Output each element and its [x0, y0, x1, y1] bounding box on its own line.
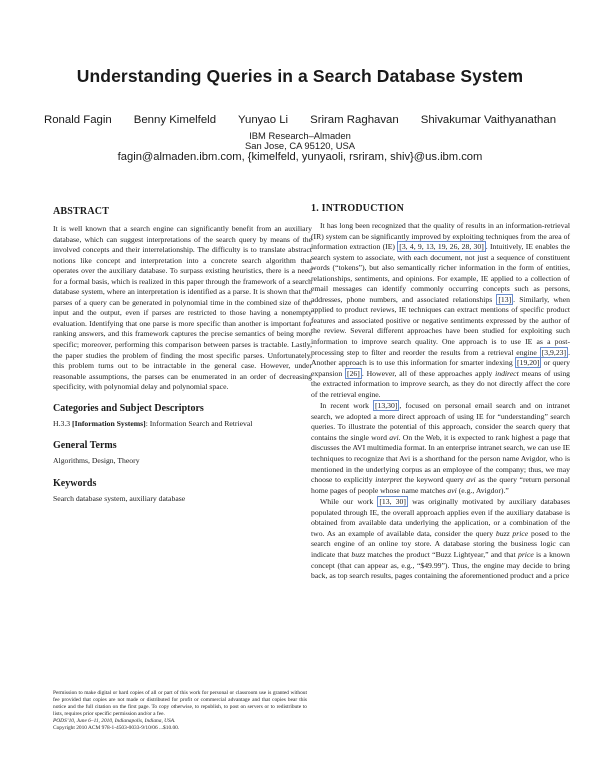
text-run: . However, all of these approaches apply	[361, 368, 496, 378]
general-terms-text: Algorithms, Design, Theory	[53, 456, 140, 466]
abstract-text: It is well known that a search engine can significantly benefit from an auxiliary database, which can suggest interpretations of the search query by means of the involved concepts and their interrelationship. The difficulty is to translate abstract notions like concept and interpretation into a concrete search algorithm that operates over the auxiliary database. To surpass existing heuristics, there is a need for a formal basis, which is realized in this paper through the framework of a search database system, where an interpretation is identified as a parse. It is shown that the parses of a query can be generated in polynomial time in the combined size of the input and the output, even if parses are restricted to those having a nonempty evaluation. Identifying that one parse is more specific than another is important for ranking answers, and this framework captures the precise semantics of being more specific; moreover, performing this comparison between parses is tractable. Lastly, the paper studies the problem of finding the most specific parses. Unfortunately, this problem turns out to be intractable in the general case. However, under reasonable assumptions, the parses can be enumerated in an order of decreasing specificity, with polynomial delay and polynomial space.	[53, 224, 312, 392]
citation-link[interactable]: [13, 30]	[379, 497, 406, 507]
author-name: Yunyao Li	[238, 114, 289, 126]
author-name: Benny Kimelfeld	[133, 114, 217, 126]
copyright-line: Copyright 2010 ACM 978-1-4503-0033-9/10/06 ...$10.00.	[53, 725, 180, 732]
emphasis: buzz	[351, 549, 366, 559]
text-run: . Another approach is to use this information for smarter indexing	[311, 347, 570, 368]
text-run: was originally motivated by auxiliary databases populated through IE, the overall approach applies even if the auxiliary database is obtained from available data underlying the application, or a combination of the two. As an example of available data, consider the query	[311, 497, 570, 538]
text-run: the keyword query	[401, 475, 467, 485]
citation-link[interactable]: [13,30]	[375, 401, 398, 411]
categories-code: H.3.3	[53, 418, 73, 428]
emphasis: indirect	[495, 368, 519, 378]
text-run: . Intuitively, IE enables the search system to associate, with each document, not just a sequence of constituent words (“tokens”), but also semantically richer information in the form of entities, relationships, sentiments, and opinions. For example, IE applied to a collection of email messages can identify commonly occurring concepts such as persons, addresses, phone numbers, and associated relationships	[311, 242, 570, 304]
text-run: as the query “return personal home pages of people whose name matches	[311, 475, 570, 495]
citation-link[interactable]: [19,20]	[517, 358, 540, 368]
categories-text	[53, 419, 312, 430]
emphasis: interpret	[375, 475, 402, 485]
affiliation-org: IBM Research–Almaden	[249, 130, 351, 141]
categories-description: : Information Search and Retrieval	[145, 418, 253, 428]
emphasis: avi	[389, 432, 399, 442]
intro-paragraph-2	[311, 401, 570, 496]
text-run: , focused on personal email search and on intranet search, we adopted a more direct approach of using IE for “understanding” search queries. To illustrate the potential of this approach, consider the search query that contains the single word	[311, 401, 570, 442]
text-run: matches the product “Buzz Lightyear,” and that	[365, 549, 518, 559]
affiliation	[0, 131, 600, 164]
intro-paragraph-1	[311, 221, 570, 400]
emphasis: buzz price	[495, 528, 529, 538]
citation-link[interactable]: [3,9,23]	[541, 347, 567, 357]
citation-link[interactable]: [3, 4, 9, 13, 19, 26, 28, 30]	[399, 242, 484, 252]
permission-text: Permission to make digital or hard copies of all or part of this work for personal or classroom use is granted without fee provided that copies are not made or distributed for profit or commercial advantage and that copies bear this notice and the full citation on the first page. To copy otherwise, to republish, to post on servers or to redistribute to lists, requires prior specific permission and/or a fee.	[53, 690, 307, 718]
right-column	[311, 202, 570, 582]
author-name: Sriram Raghavan	[310, 114, 399, 126]
general-terms-heading: General Terms	[53, 440, 117, 452]
author-name: Ronald Fagin	[43, 114, 112, 126]
categories-heading: Categories and Subject Descriptors	[53, 402, 204, 414]
emphasis: avi	[447, 485, 457, 495]
copyright-notice	[53, 690, 307, 733]
text-run: or query expansion	[311, 358, 570, 378]
text-run: (e.g., Avigdor).”	[456, 485, 509, 495]
text-run: means of using the extracted information to improve search, as they do not directly affect the core of the retrieval engine.	[311, 368, 571, 399]
text-run: While our work	[320, 497, 378, 507]
text-run: In recent work	[320, 401, 373, 411]
abstract-heading: ABSTRACT	[53, 206, 110, 217]
text-run: is a known concept (that can appear as, e.g., “$49.99”). Thus, the engine may decide to bring back, as top search results, pages containing the aforementioned product and a price	[311, 549, 571, 581]
keywords-text: Search database system, auxiliary database	[53, 493, 186, 503]
emphasis: avi	[466, 475, 476, 485]
intro-paragraph-3	[311, 497, 570, 581]
emphasis: price	[517, 549, 534, 559]
affiliation-address: San Jose, CA 95120, USA	[245, 140, 355, 152]
citation-link[interactable]: [13]	[498, 294, 512, 304]
text-run: . On the Web, it is expected to rank highest a page that discusses the AVI multimedia format. In an enterprise intranet search, we can use IE techniques to recognize that Avi is a shorthand for the person name Avigdor, who is mentioned in the underlying corpus as an employee of the company; thus, we may choose to explicitly	[311, 432, 570, 485]
categories-label: [Information Systems]	[72, 418, 146, 428]
introduction-heading: 1. INTRODUCTION	[311, 203, 405, 214]
left-column	[53, 205, 312, 504]
venue-text: PODS’10, June 6–11, 2010, Indianapolis, Indiana, USA.	[53, 718, 176, 725]
keywords-heading: Keywords	[53, 477, 97, 489]
text-run: posed to the search engine of an online toy store. A database storing the business logic can indicate that	[311, 528, 570, 559]
text-run: . Similarly, when applied to product reviews, IE techniques can extract mentions of specific product features and associated positive or negative sentiments expressed by the author of the review. Several different approaches have been studied for exploiting such information to improve search quality. One approach is to use IE as a post-processing step to filter and reorder the results from a retrieval engine	[311, 294, 571, 357]
text-run: It has long been recognized that the quality of results in an information-retrieval (IR) system can be significantly improved by exploiting techniques from the area of information extraction (IE)	[311, 221, 570, 252]
author-name: Shivakumar Vaithyanathan	[420, 114, 557, 126]
paper-title: Understanding Queries in a Search Database System	[76, 66, 524, 86]
author-emails: fagin@almaden.ibm.com, {kimelfeld, yunyaoli, rsriram, shiv}@us.ibm.com	[117, 151, 483, 164]
citation-link[interactable]: [26]	[347, 368, 360, 378]
author-list	[0, 114, 600, 126]
